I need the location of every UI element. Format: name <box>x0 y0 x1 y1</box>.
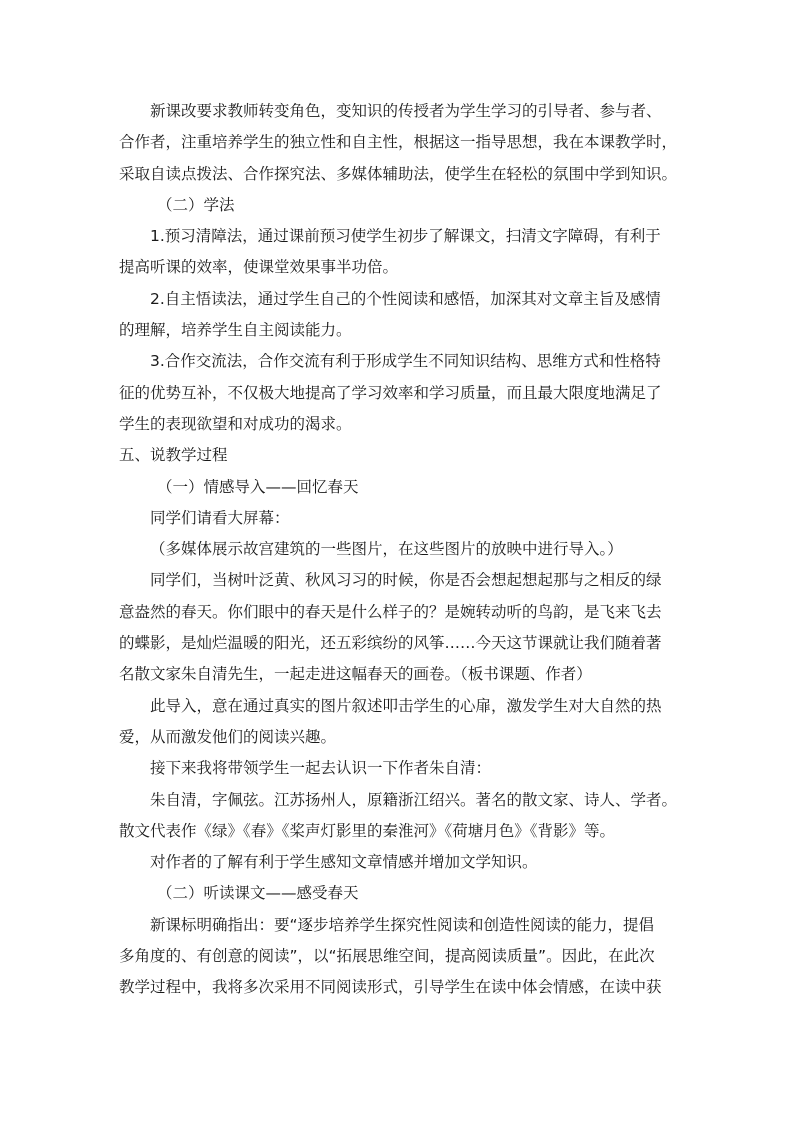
text-line: 对作者的了解有利于学生感知文章情感并增加文学知识。 <box>150 853 538 872</box>
text-line: 1.预习清障法，通过课前预习使学生初步了解课文，扫清文字障碍，有利于 <box>150 227 661 246</box>
document-page <box>119 96 677 1004</box>
text-line: 名散文家朱自清先生，一起走进这幅春天的画卷。（板书课题、作者） <box>119 665 592 684</box>
text-line: 爱，从而激发他们的阅读兴趣。 <box>119 727 337 746</box>
text-line: 3.合作交流法，合作交流有利于形成学生不同知识结构、思维方式和性格特 <box>150 352 661 371</box>
text-line: 朱自清，字佩弦。江苏扬州人，原籍浙江绍兴。著名的散文家、诗人、学者。 <box>150 790 678 809</box>
text-line: （二）听读课文——感受春天 <box>157 884 359 903</box>
text-line: 提高听课的效率，使课堂效果事半功倍。 <box>119 258 399 277</box>
text-line: 新课改要求教师转变角色，变知识的传授者为学生学习的引导者、参与者、 <box>150 102 662 120</box>
text-line: 的蝶影，是灿烂温暖的阳光，还五彩缤纷的风筝……今天这节课就让我们随着著 <box>119 634 662 653</box>
text-line: 同学们，当树叶泛黄、秋风习习的时候，你是否会想起想起那与之相反的绿 <box>150 571 662 590</box>
text-line: 意盎然的春天。你们眼中的春天是什么样子的？是婉转动听的鸟韵，是飞来飞去 <box>119 602 662 621</box>
text-line: 散文代表作《绿》《春》《桨声灯影里的秦淮河》《荷塘月色》《背影》等。 <box>119 821 616 840</box>
text-line: 接下来我将带领学生一起去认识一下作者朱自清： <box>150 759 492 778</box>
text-line: 的理解，培养学生自主阅读能力。 <box>119 321 352 340</box>
text-line: （多媒体展示故宫建筑的一些图片，在这些图片的放映中进行导入。） <box>150 540 623 559</box>
text-line: （一）情感导入——回忆春天 <box>157 477 359 496</box>
text-line: 五、说教学过程 <box>119 446 228 465</box>
text-line: 学生的表现欲望和对成功的渴求。 <box>119 414 352 433</box>
text-line: 2.自主悟读法，通过学生自己的个性阅读和感悟，加深其对文章主旨及感情 <box>150 289 661 308</box>
text-line: 此导入，意在通过真实的图片叙述叩击学生的心扉，激发学生对大自然的热 <box>150 696 662 715</box>
text-line: 同学们请看大屏幕： <box>150 508 290 527</box>
text-line: 教学过程中，我将多次采用不同阅读形式，引导学生在读中体会情感，在读中获 <box>119 978 662 997</box>
text-line: 采取自读点拨法、合作探究法、多媒体辅助法，使学生在轻松的氛围中学到知识。 <box>119 164 678 183</box>
text-line: （二）学法 <box>157 195 235 214</box>
text-line: 新课标明确指出：要“逐步培养学生探究性阅读和创造性阅读的能力，提倡 <box>150 915 655 934</box>
text-line: 合作者，注重培养学生的独立性和自主性，根据这一指导思想，我在本课教学时， <box>119 133 678 152</box>
text-line: 多角度的、有创意的阅读”，以“拓展思维空间，提高阅读质量”。因此，在此次 <box>119 947 655 966</box>
text-line: 征的优势互补，不仅极大地提高了学习效率和学习质量，而且最大限度地满足了 <box>119 383 662 402</box>
